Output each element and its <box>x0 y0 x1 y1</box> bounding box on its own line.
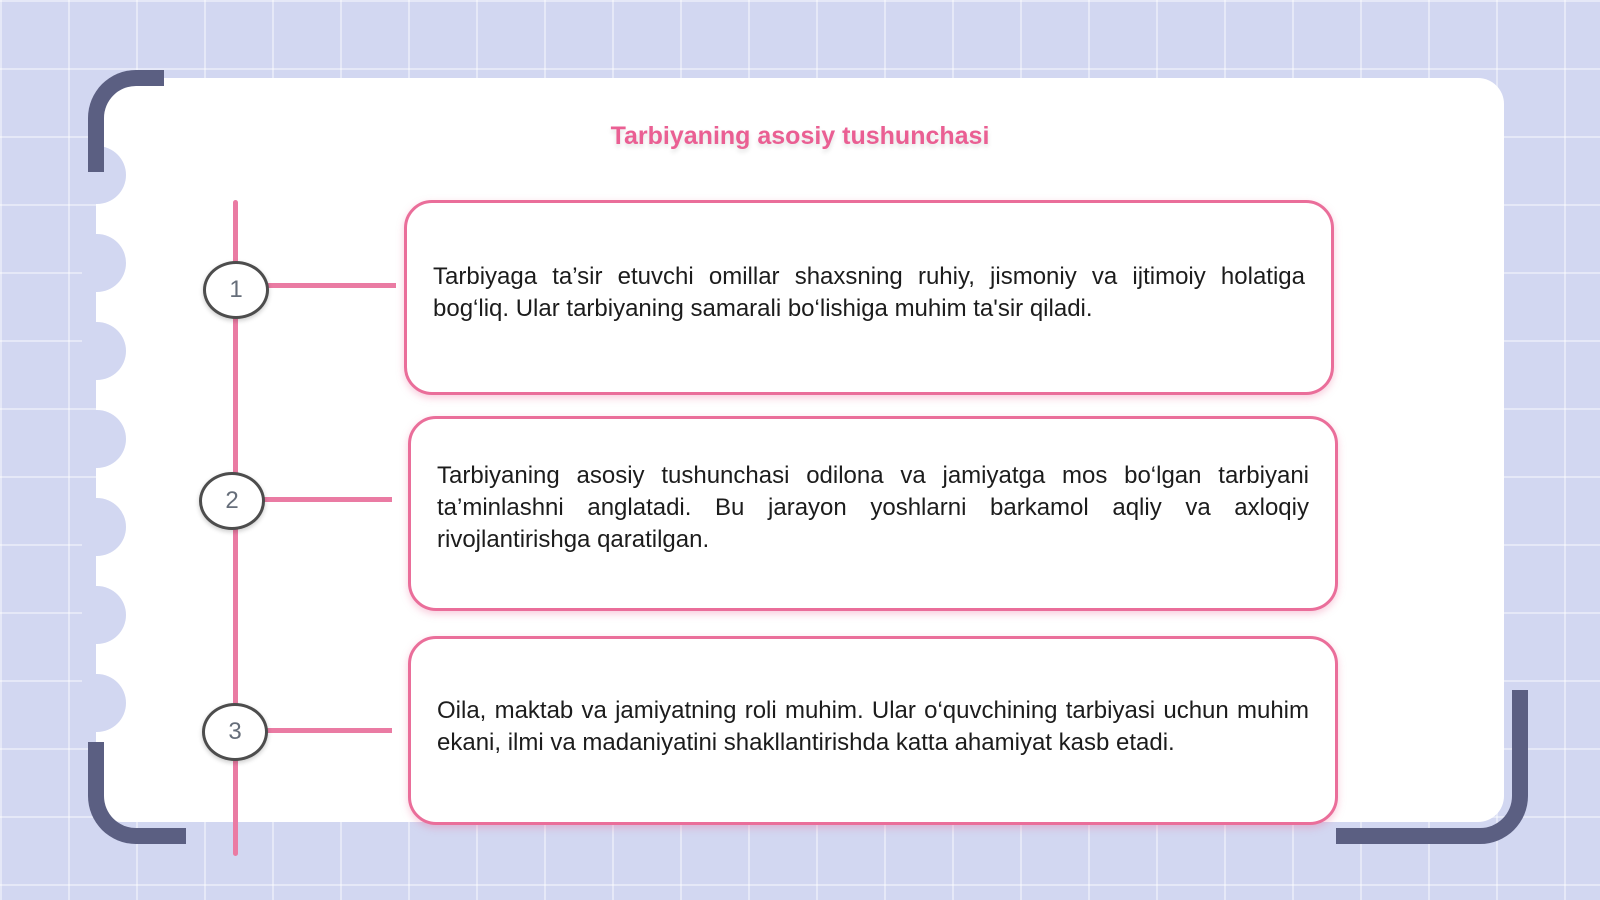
step-number-badge: 2 <box>199 472 265 530</box>
timeline-connector <box>264 728 392 733</box>
step-card-text: Tarbiyaga ta’sir etuvchi omillar shaxsning ruhiy, jismoniy va ijtimoiy holatiga bog‘liq. Ular tarbiyaning samarali bo‘lishiga muhim ta'sir qiladi. <box>433 262 1305 322</box>
step-number-badge: 1 <box>203 261 269 319</box>
step-card-text: Tarbiyaning asosiy tushunchasi odilona va jamiyatga mos bo‘lgan tarbiyani ta’minlashni anglatadi. Bu jarayon yoshlarni barkamol aqliy va axloqiy rivojlantirishga qaratilgan. <box>437 461 1309 553</box>
corner-bracket-top-left <box>88 70 164 172</box>
slide-title: Tarbiyaning asosiy tushunchasi <box>610 122 990 150</box>
step-card-text: Oila, maktab va jamiyatning roli muhim. Ular o‘quvchining tarbiyasi uchun muhim ekani, ilmi va madaniyatini shakllantirishda katta ahamiyat kasb etadi. <box>437 696 1309 756</box>
corner-bracket-bottom-right <box>1336 690 1528 844</box>
corner-bracket-bottom-left <box>88 742 186 844</box>
step-card <box>408 636 1338 825</box>
step-card <box>408 416 1338 611</box>
timeline-connector <box>264 283 396 288</box>
step-number-badge: 3 <box>202 703 268 761</box>
timeline-connector <box>262 497 392 502</box>
step-card <box>404 200 1334 395</box>
